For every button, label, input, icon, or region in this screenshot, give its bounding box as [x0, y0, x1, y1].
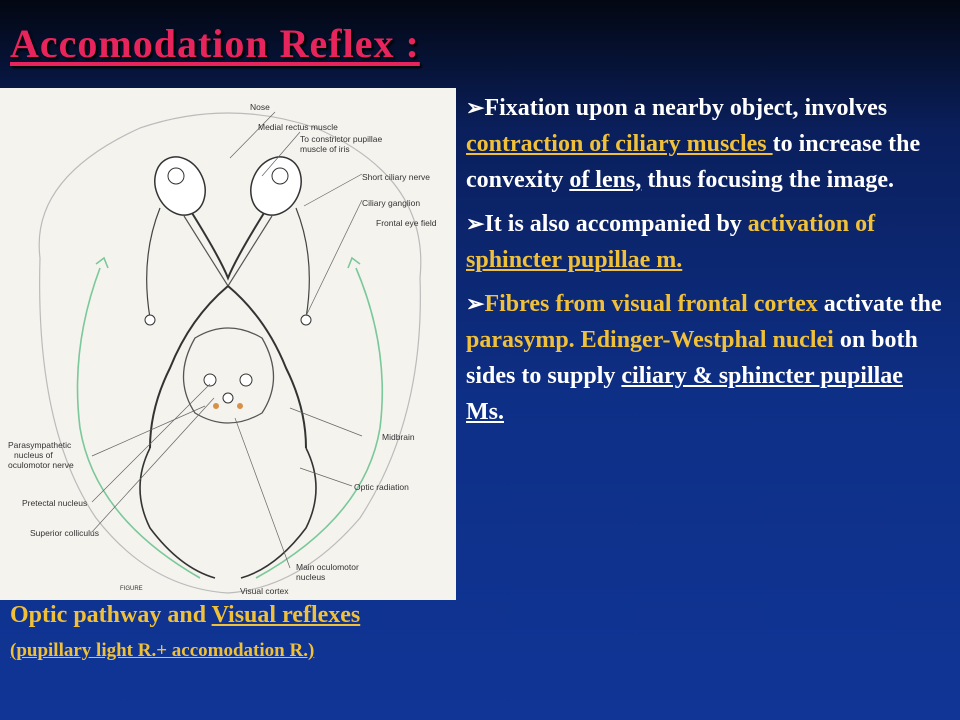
label-short-ciliary: Short ciliary nerve [362, 172, 431, 182]
label-optic-radiation: Optic radiation [354, 482, 409, 492]
bullet-3 [466, 286, 946, 430]
bullet-1-text2: to increase the convexity [466, 131, 921, 193]
label-ciliary-ganglion: Ciliary ganglion [362, 198, 421, 208]
bullet-2-text1: It is also accompanied by [484, 211, 748, 237]
label-main-oculomotor-line1: Main oculomotor [296, 562, 359, 572]
optic-pathway-diagram [0, 88, 456, 600]
label-midbrain: Midbrain [382, 432, 415, 442]
arrow-bullet-icon: ➢ [466, 211, 485, 236]
bullet-1-highlight2: of lens, [569, 167, 642, 193]
label-parasymp-line3: oculomotor nerve [8, 460, 74, 470]
label-figure-number: FIGURE [120, 586, 143, 592]
caption-part1: Optic pathway and [10, 602, 212, 628]
arrow-bullet-icon: ➢ [466, 95, 485, 120]
label-superior-colliculus: Superior colliculus [30, 528, 99, 538]
bullet-1-highlight1: contraction of ciliary muscles [466, 131, 773, 157]
figure-caption-line2: (pupillary light R.+ accomodation R.) [10, 640, 315, 661]
label-visual-cortex: Visual cortex [240, 586, 289, 596]
label-main-oculomotor-line2: nucleus [296, 572, 326, 582]
bullet-3-yellow1: Fibres from visual frontal cortex [484, 291, 818, 317]
arrow-bullet-icon: ➢ [466, 291, 485, 316]
label-nose: Nose [250, 102, 270, 112]
label-constrictor-line2: muscle of iris [300, 144, 350, 154]
bullet-list [466, 90, 946, 438]
bullet-1-text1: Fixation upon a nearby object, involves [484, 95, 888, 121]
bullet-3-yellow2: parasymp. Edinger-Westphal nuclei [466, 327, 834, 353]
label-parasymp-line1: Parasympathetic [8, 440, 72, 450]
slide-title: Accomodation Reflex : [10, 21, 420, 66]
label-medial-rectus: Medial rectus muscle [258, 122, 338, 132]
label-pretectal: Pretectal nucleus [22, 498, 88, 508]
bullet-3-highlight1: ciliary & sphincter pupillae Ms. [466, 363, 903, 425]
caption-part2: Visual reflexes [211, 602, 361, 628]
label-constrictor-line1: To constrictor pupillae [300, 134, 383, 144]
bullet-1-text3: thus focusing the image. [641, 167, 894, 193]
bullet-3-text2: on both sides to supply [466, 327, 918, 389]
figure-caption [10, 602, 360, 629]
bullet-2-yellow1: activation of [747, 211, 876, 237]
label-parasymp-line2: nucleus of [14, 450, 53, 460]
bullet-1 [466, 90, 946, 198]
bullet-2-highlight1: sphincter pupillae m. [466, 247, 683, 273]
label-frontal-eye-field: Frontal eye field [376, 218, 437, 228]
optic-pathway-figure [0, 88, 456, 600]
bullet-2 [466, 206, 946, 278]
bullet-3-text1: activate the [817, 291, 942, 317]
